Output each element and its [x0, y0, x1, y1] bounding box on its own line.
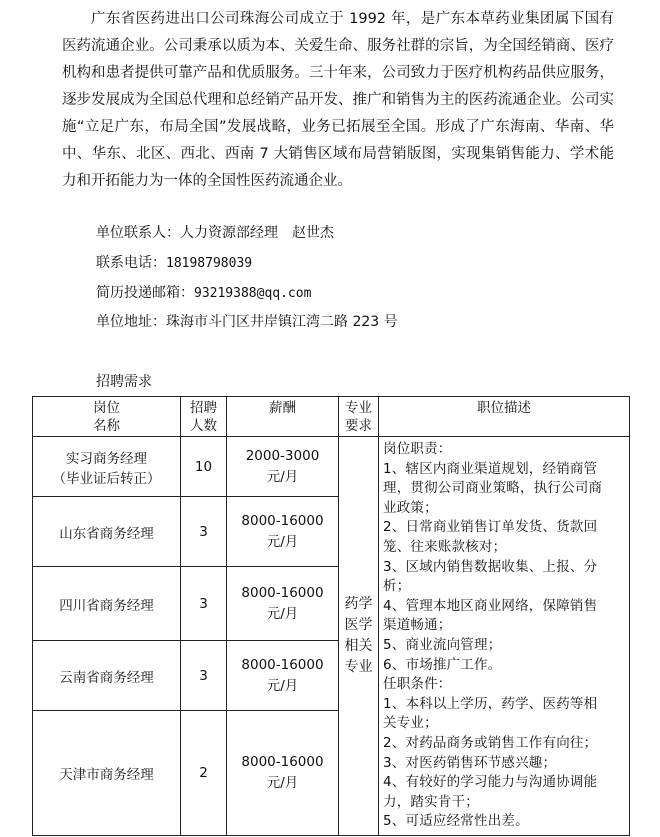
- description-line: 4、有较好的学习能力与沟通协调能: [383, 774, 598, 791]
- table-caption: 招聘需求: [96, 374, 152, 390]
- header-major-line2: 要求: [345, 417, 372, 434]
- header-major-line1: 专业: [345, 399, 372, 416]
- description-line: 理，贯彻公司商业策略，执行公司商: [383, 480, 603, 497]
- contact-person-line: [96, 223, 334, 243]
- description-line: 业政策；: [383, 499, 438, 516]
- description-line: 1、辖区内商业渠道规划，经销商管: [383, 460, 598, 477]
- description-line: 5、商业流向管理；: [383, 636, 502, 653]
- position-cell: [33, 567, 181, 641]
- salary-range: 8000-16000: [241, 584, 324, 601]
- count-cell: 3: [181, 641, 227, 711]
- position-name: 实习商务经理: [66, 450, 147, 467]
- contact-address-label: 单位地址：: [96, 314, 166, 330]
- major-line: 医学: [344, 617, 373, 633]
- salary-unit: 元/月: [266, 468, 299, 485]
- position-name: 云南省商务经理: [59, 669, 154, 686]
- description-line: 1、本科以上学历，药学、医药等相: [383, 695, 598, 712]
- description-line: 2、对药品商务或销售工作有向往；: [383, 734, 598, 751]
- salary-cell: [227, 567, 339, 641]
- position-cell: [33, 437, 181, 497]
- recruitment-table: [32, 396, 630, 836]
- salary-cell: [227, 641, 339, 711]
- contact-address-value: 珠海市斗门区井岸镇江湾二路 223 号: [166, 314, 398, 330]
- count-cell: 2: [181, 711, 227, 836]
- description-line: 力，踏实肯干；: [383, 793, 479, 810]
- header-count-line2: 人数: [190, 417, 217, 434]
- salary-unit: 元/月: [266, 533, 299, 550]
- salary-cell: [227, 497, 339, 567]
- description-line: 3、对医药销售环节感兴趣；: [383, 754, 557, 771]
- position-cell: [33, 711, 181, 836]
- salary-range: 8000-16000: [241, 656, 324, 673]
- table-row: [33, 437, 630, 497]
- description-line: 5、可适应经常性出差。: [383, 813, 529, 830]
- contact-email-line: [96, 283, 311, 304]
- count-cell: 3: [181, 567, 227, 641]
- description-line: 渠道畅通；: [383, 617, 452, 634]
- contact-person-label: 单位联系人：: [96, 225, 180, 241]
- description-line: 笼、往来账款核对；: [383, 538, 507, 555]
- contact-phone-line: [96, 253, 252, 274]
- contact-email-value: 93219388@qq.com: [194, 286, 312, 301]
- position-name: 天津市商务经理: [59, 767, 154, 783]
- header-position-line2: 名称: [93, 417, 120, 434]
- description-line: 任职条件：: [383, 676, 452, 693]
- major-line: 相关: [344, 638, 373, 654]
- header-count: [181, 397, 227, 437]
- position-cell: [33, 497, 181, 567]
- description-line: 岗位职责：: [383, 441, 452, 457]
- description-cell: [379, 437, 630, 836]
- description-line: 6、市场推广工作。: [383, 656, 502, 673]
- description-line: 2、日常商业销售订单发货、货款回: [383, 519, 598, 536]
- position-name: 四川省商务经理: [59, 597, 154, 614]
- description-line: 关专业；: [383, 715, 438, 732]
- position-name: 山东省商务经理: [59, 525, 154, 542]
- contact-email-label: 简历投递邮箱：: [96, 285, 194, 301]
- description-line: 析；: [383, 578, 411, 595]
- header-salary: 薪酬: [227, 397, 339, 437]
- count-cell: 3: [181, 497, 227, 567]
- contact-phone-value: 18198798039: [166, 256, 253, 271]
- contact-person-value: 人力资源部经理 赵世杰: [180, 225, 334, 241]
- major-cell: [339, 437, 379, 836]
- header-count-line1: 招聘: [190, 399, 217, 416]
- company-introduction: 广东省医药进出口公司珠海公司成立于 1992 年，是广东本草药业集团属下国有医药流通企业。公司秉承以质为本、关爱生命、服务社群的宗旨，为全国经销商、医疗机构和患者提供可靠产品和优质服务。三十年来，公司致力于医疗机构药品供应服务，逐步发展成为全国总代理和总经销产品开发、推广和销售为主的医药流通企业。公司实施“立足广东，布局全国”发展战略，业务已拓展至全国。形成了广东海南、华南、华中、华东、北区、西北、西南 7 大销售区域布局营销版图，实现集销售能力、学术能力和开拓能力为一体的全国性医药流通企业。: [62, 11, 614, 189]
- major-line: 药学: [344, 596, 373, 612]
- header-major: [339, 397, 379, 437]
- salary-cell: [227, 437, 339, 497]
- salary-range: 2000-3000: [245, 447, 320, 464]
- position-note: （毕业证后转正）: [52, 470, 161, 487]
- contact-phone-label: 联系电话：: [96, 255, 166, 271]
- header-position: [33, 397, 181, 437]
- header-position-line1: 岗位: [93, 399, 120, 416]
- salary-cell: [227, 711, 339, 836]
- description-line: 4、管理本地区商业网络，保障销售: [383, 597, 598, 614]
- salary-unit: 元/月: [266, 605, 299, 622]
- header-description: 职位描述: [379, 397, 630, 437]
- contact-address-line: [96, 312, 398, 332]
- position-cell: [33, 641, 181, 711]
- table-header-row: [33, 397, 630, 437]
- salary-unit: 元/月: [266, 677, 299, 694]
- major-line: 专业: [344, 659, 373, 675]
- description-line: 3、区域内销售数据收集、上报、分: [383, 558, 598, 575]
- salary-range: 8000-16000: [241, 512, 324, 529]
- salary-range: 8000-16000: [241, 754, 324, 770]
- count-cell: 10: [181, 437, 227, 497]
- salary-unit: 元/月: [266, 775, 299, 791]
